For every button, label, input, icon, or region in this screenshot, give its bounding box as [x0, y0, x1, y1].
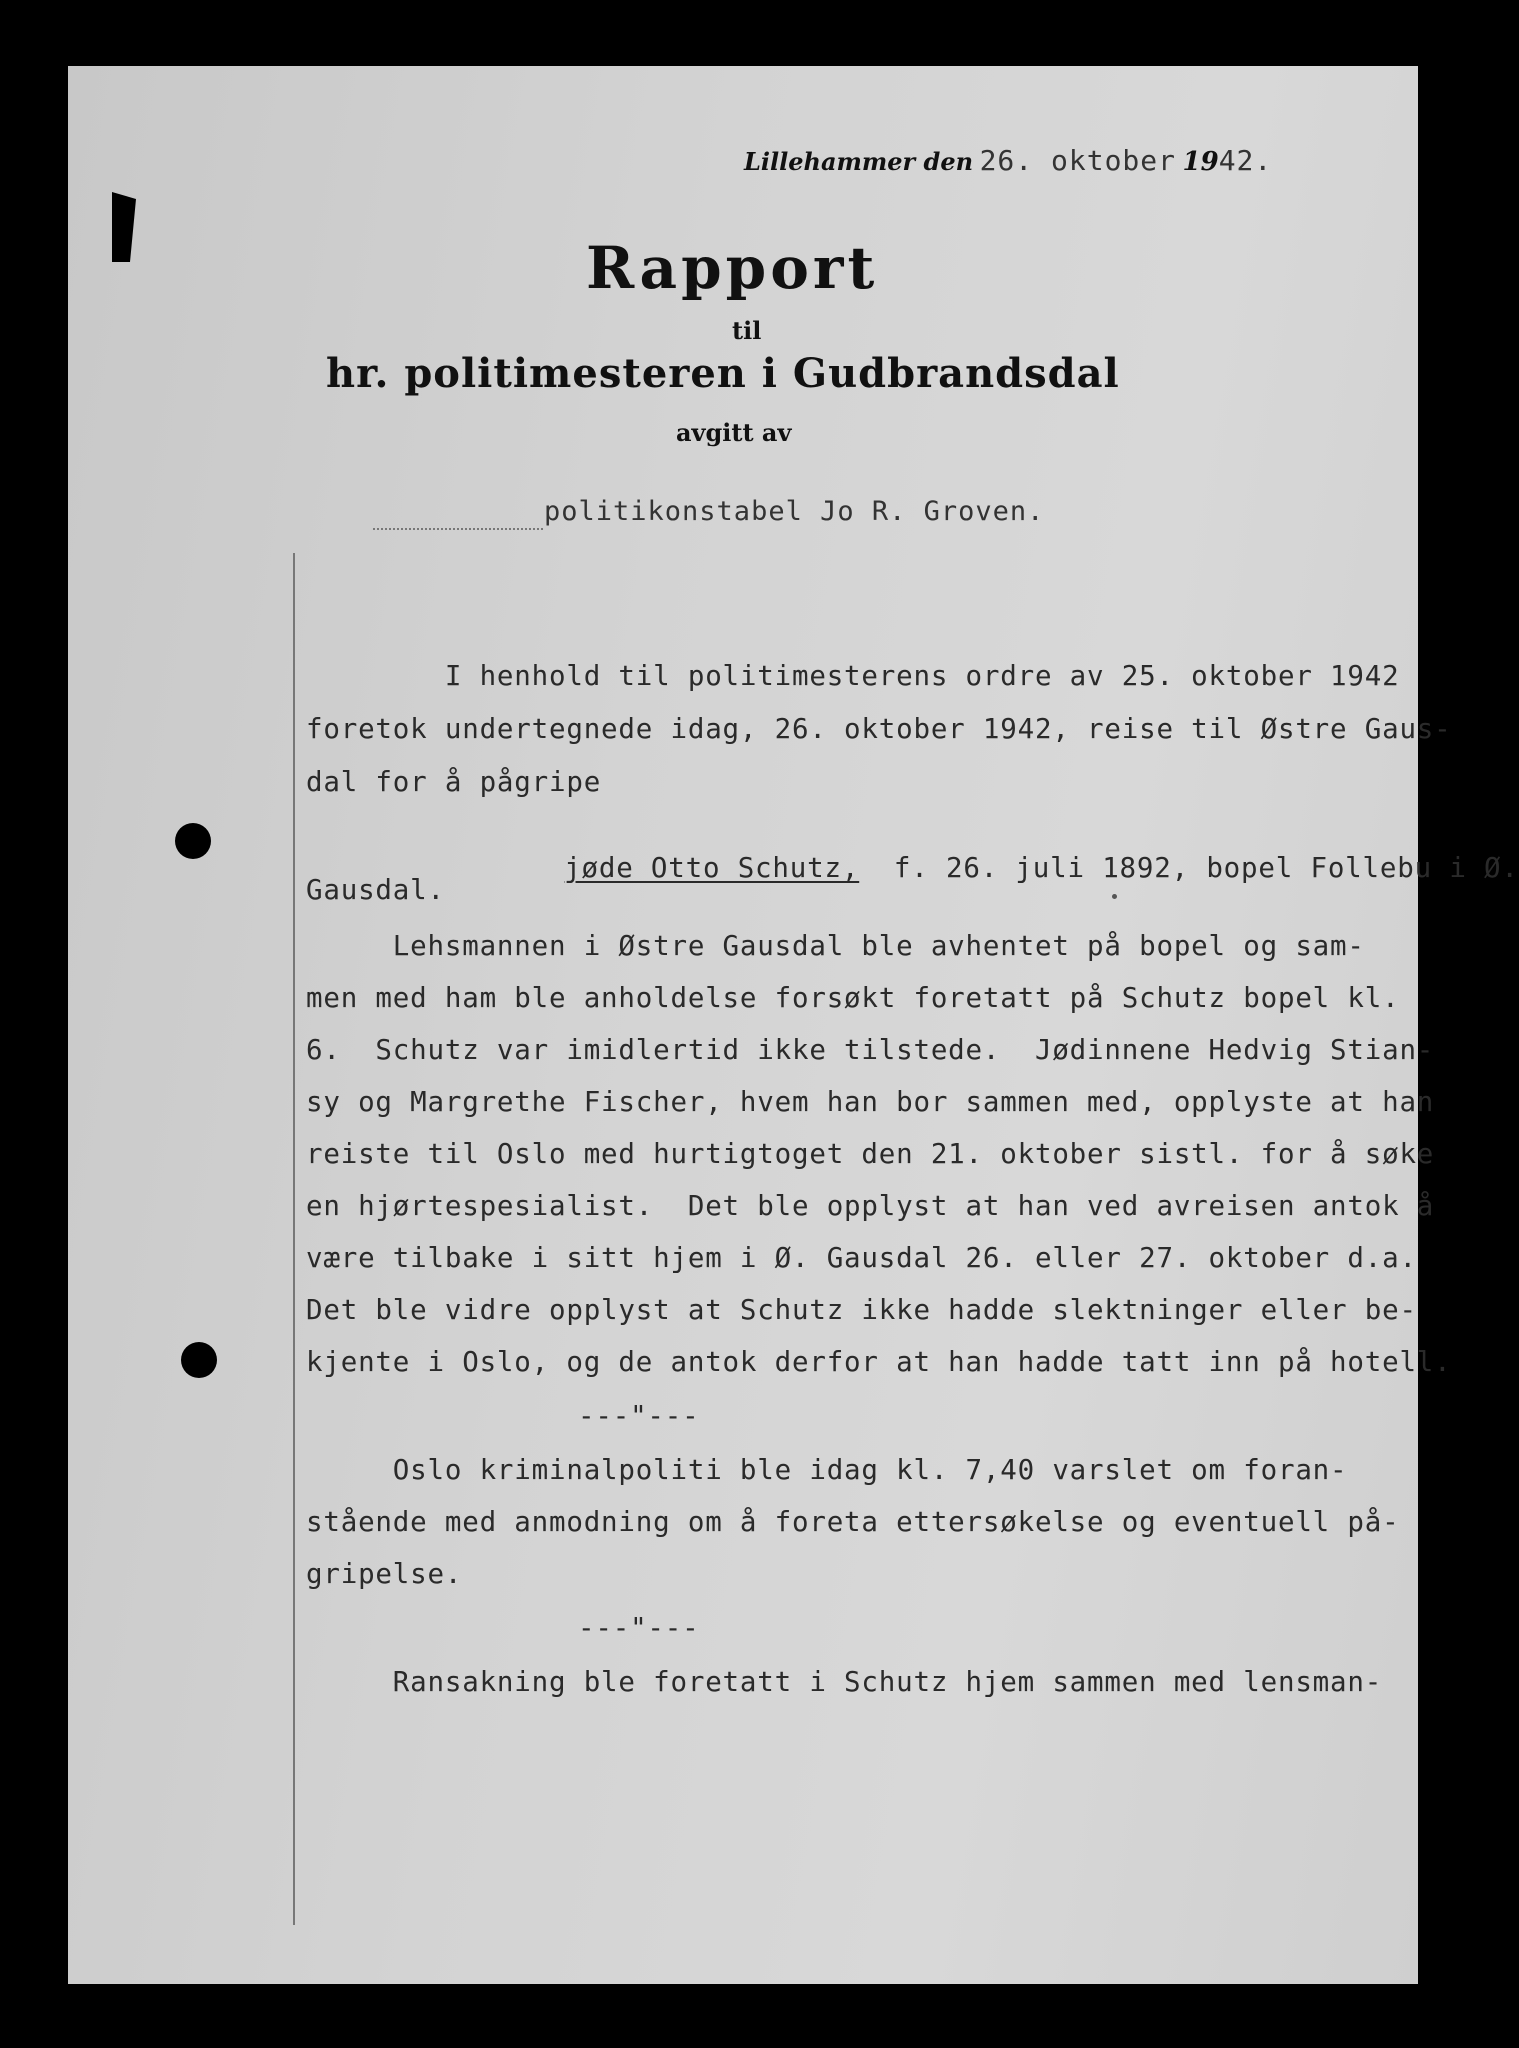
dateline-year-printed: 19 [1182, 147, 1219, 177]
body-line: Gausdal. [306, 874, 445, 906]
body-line: være tilbake i sitt hjem i Ø. Gausdal 26. eller 27. oktober d.a. [306, 1242, 1417, 1274]
document-page [68, 66, 1519, 1984]
body-line: Ransakning ble foretatt i Schutz hjem sammen med lensman- [306, 1666, 1383, 1698]
body-line: gripelse. [306, 1558, 463, 1590]
body-line: I henhold til politimesterens ordre av 25. oktober 1942 [306, 660, 1400, 692]
margin-rule [293, 553, 295, 1925]
author-name: politikonstabel Jo R. Groven. [544, 496, 1045, 527]
dateline-year-typed: 42. [1218, 144, 1273, 177]
punch-hole [181, 1342, 217, 1378]
avgitt-label: avgitt av [676, 418, 792, 447]
dateline-date: 26. oktober [979, 144, 1176, 177]
body-line: reiste til Oslo med hurtigtoget den 21. oktober sistl. for å søke [306, 1138, 1435, 1170]
subject-name: jøde Otto Schutz, [564, 852, 860, 884]
body-line: en hjørtespesialist. Det ble opplyst at han ved avreisen antok å [306, 1190, 1435, 1222]
dateline [744, 144, 1272, 177]
til-label: til [732, 316, 762, 345]
body-line: Det ble vidre opplyst at Schutz ikke hadde slektninger eller be- [306, 1294, 1417, 1326]
section-separator: ---"--- [578, 1612, 700, 1644]
body-line: Lehsmannen i Østre Gausdal ble avhentet på bopel og sam- [306, 930, 1365, 962]
recipient-heading: hr. politimesteren i Gudbrandsdal [326, 350, 1120, 397]
dateline-place: Lillehammer den [744, 147, 974, 176]
report-title: Rapport [586, 234, 879, 302]
body-line-subject [460, 820, 1519, 916]
section-separator: ---"--- [578, 1400, 700, 1432]
body-line: foretok undertegnede idag, 26. oktober 1942, reise til Østre Gaus- [306, 713, 1452, 745]
body-line: sy og Margrethe Fischer, hvem han bor sammen med, opplyste at han [306, 1086, 1435, 1118]
body-line: kjente i Oslo, og de antok derfor at han hadde tatt inn på hotell. [306, 1346, 1452, 1378]
body-line: men med ham ble anholdelse forsøkt foretatt på Schutz bopel kl. [306, 982, 1400, 1014]
body-line: Oslo kriminalpoliti ble idag kl. 7,40 varslet om foran- [306, 1454, 1348, 1486]
body-line: dal for å pågripe [306, 766, 602, 798]
body-line: 6. Schutz var imidlertid ikke tilstede. Jødinnene Hedvig Stian- [306, 1034, 1435, 1066]
punch-hole [175, 823, 211, 859]
subject-details: f. 26. juli 1892, bopel Follebu i Ø. [859, 852, 1519, 884]
body-line: stående med anmodning om å foreta ettersøkelse og eventuell på- [306, 1506, 1400, 1538]
author-dotted-line [373, 502, 543, 530]
